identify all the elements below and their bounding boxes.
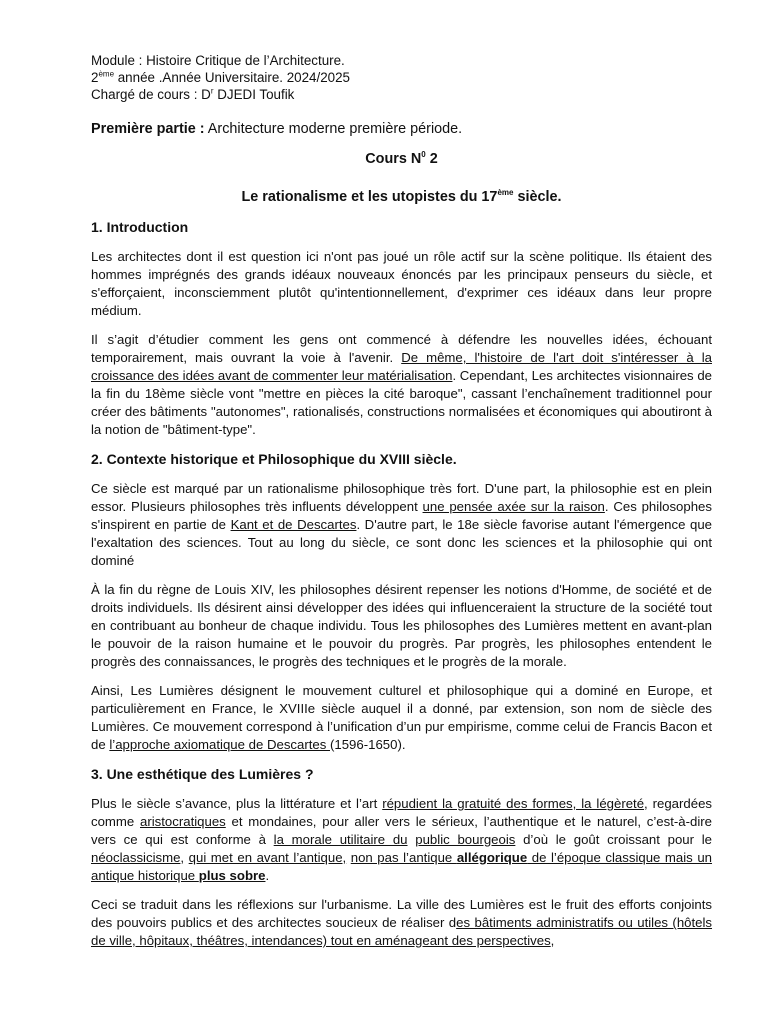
paragraph-text: . Ces philosophes s'inspirent en partie de: [91, 499, 712, 532]
underlined-text: répudient la gratuité des formes, la légèreté: [382, 796, 645, 811]
paragraph: [91, 248, 712, 320]
paragraph-text: Il s’agit d’étudier comment les gens ont commencé à défendre les nouvelles idées, échouant temporairement, mais ouvrant la voie à l'avenir.: [91, 332, 712, 365]
underlined-text: es bâtiments administratifs ou utiles (hôtels de ville, hôpitaux, théâtres, intendances) tout en aménageant des perspectives: [91, 915, 713, 948]
underlined-text: public bourgeois: [415, 832, 516, 847]
underlined-text: de l’époque classique mais un antique historique: [91, 850, 713, 883]
underlined-text: l’approche axiomatique de Descartes: [109, 737, 330, 752]
lecturer-prefix: Chargé de cours : D: [91, 87, 211, 102]
paragraph-text: À la fin du règne de Louis XIV, les philosophes désirent repenser les notions d'Homme, de société et de droits individuels. Ils désirent ainsi développer des idées qui influenceraient la structure de la société tout en contribuant au bonheur de chaque individu. Tous les philosophes des Lumières mettent en avant-plan le pouvoir de la raison humaine et le pouvoir du progrès. Par progrès, les philosophes entendent le progrès des connaissances, le progrès des techniques et le progrès de la morale.: [91, 582, 712, 669]
paragraph-text: Ainsi, Les Lumières désignent le mouvement culturel et philosophique qui a dominé en Europe, et particulièrement en France, le XVIIIe siècle auquel il a donné, par extension, son nom de siècle des Lumières. Ce mouvement correspond à l’unification d’un pur empirisme, comme celui de Francis Bacon et de: [91, 683, 712, 752]
module-text: Module : Histoire Critique de l’Architecture.: [91, 53, 345, 68]
part-title: [91, 120, 712, 138]
document-subtitle: [91, 188, 712, 206]
subtitle-end: siècle.: [513, 189, 562, 205]
part-label: Première partie :: [91, 121, 205, 137]
paragraph: [91, 896, 712, 950]
paragraph-text: (1596-1650).: [330, 737, 406, 752]
year-number: 2: [91, 70, 99, 85]
course-superscript: 0: [421, 150, 426, 160]
course-prefix: Cours N: [365, 151, 422, 167]
bold-text: allégorique: [456, 850, 528, 865]
lecturer-name: DJEDI Toufik: [213, 87, 295, 102]
underlined-text: qui met en avant l’antique,: [188, 850, 347, 865]
subtitle-text: Le rationalisme et les utopistes du 17: [241, 189, 498, 205]
underlined-text: néoclassicisme: [91, 850, 181, 865]
paragraph: [91, 331, 712, 439]
underlined-text: Kant et de Descartes: [230, 517, 357, 532]
paragraph-text: Les architectes dont il est question ici n'ont pas joué un rôle actif sur la scène politique. Ils étaient des hommes imprégnés des grands idéaux nouveaux énoncés par les principaux penseurs du siècle, et s'efforçaient, inconsciemment plutôt qu'intentionnellement, d'exprimer ces idéaux dans leur propre médium.: [91, 249, 712, 318]
underlined-text: une pensée axée sur la raison: [422, 499, 605, 514]
paragraph: [91, 795, 712, 885]
paragraph-text: Plus le siècle s’avance, plus la littérature et l’art: [91, 796, 383, 811]
year-line: [91, 69, 712, 86]
paragraph-text: Ceci se traduit dans les réflexions sur l'urbanisme. La ville des Lumières est le fruit des efforts conjoints des pouvoirs publics et des architectes soucieux de réaliser d: [91, 897, 712, 930]
paragraph-text: ,: [550, 933, 555, 948]
bold-text: plus sobre: [198, 868, 266, 883]
underlined-text: non pas l’antique: [350, 850, 457, 865]
course-num: 2: [425, 151, 438, 167]
underlined-text: De même, l'histoire de l'art doit s'intéresser à la croissance des idées avant de commenter leur matérialisation: [91, 350, 712, 383]
underlined-bold-text: [457, 850, 527, 865]
paragraph: [91, 581, 712, 671]
module-line: [91, 52, 712, 69]
paragraph-text: et mondaines, pour aller vers le sérieux, l’authentique et le naturel, c’est-à-dire vers ce qui est conforme à: [91, 814, 712, 847]
year-superscript: ème: [98, 69, 115, 79]
paragraph-text: .: [265, 868, 270, 883]
paragraph-text: d’où le goût croissant pour le: [515, 832, 712, 847]
year-text: année .Année Universitaire. 2024/2025: [114, 70, 351, 85]
underlined-text: la morale utilitaire du: [273, 832, 408, 847]
paragraph-text: , regardées comme: [91, 796, 713, 829]
course-number: [91, 150, 712, 168]
section-heading-context: 2. Contexte historique et Philosophique du XVIII siècle.: [91, 451, 457, 467]
paragraph-text: . D'autre part, le 18e siècle favorise autant l'émergence que l'exaltation des sciences. Tout au long du siècle, ce sont donc les sciences et la philosophie qui ont dominé: [91, 517, 712, 568]
section-heading-introduction: 1. Introduction: [91, 219, 189, 235]
underlined-text: aristocratiques: [140, 814, 226, 829]
paragraph-text: ,: [180, 850, 189, 865]
paragraph-text: . Cependant, Les architectes visionnaires de la fin du 18ème siècle vont "mettre en pièces la cité baroque", cassant l’enchaînement traditionnel pour créer des bâtiments "autonomes", rationalisés, constructions normalisées et économiques qui aboutiront à la notion de "bâtiment-type".: [91, 368, 712, 437]
paragraph-text: Ce siècle est marqué par un rationalisme philosophique très fort. D'une part, la philosophie est en plein essor. Plusieurs philosophes très influents développent: [91, 481, 712, 514]
paragraph: [91, 682, 712, 754]
underlined-bold-text: [199, 868, 266, 883]
subtitle-superscript: ème: [497, 188, 514, 198]
paragraph: [91, 480, 712, 570]
lecturer-line: [91, 86, 712, 103]
lecturer-superscript: r: [210, 86, 214, 96]
section-heading-aesthetics: 3. Une esthétique des Lumières ?: [91, 766, 314, 782]
part-text: Architecture moderne première période.: [204, 121, 463, 137]
